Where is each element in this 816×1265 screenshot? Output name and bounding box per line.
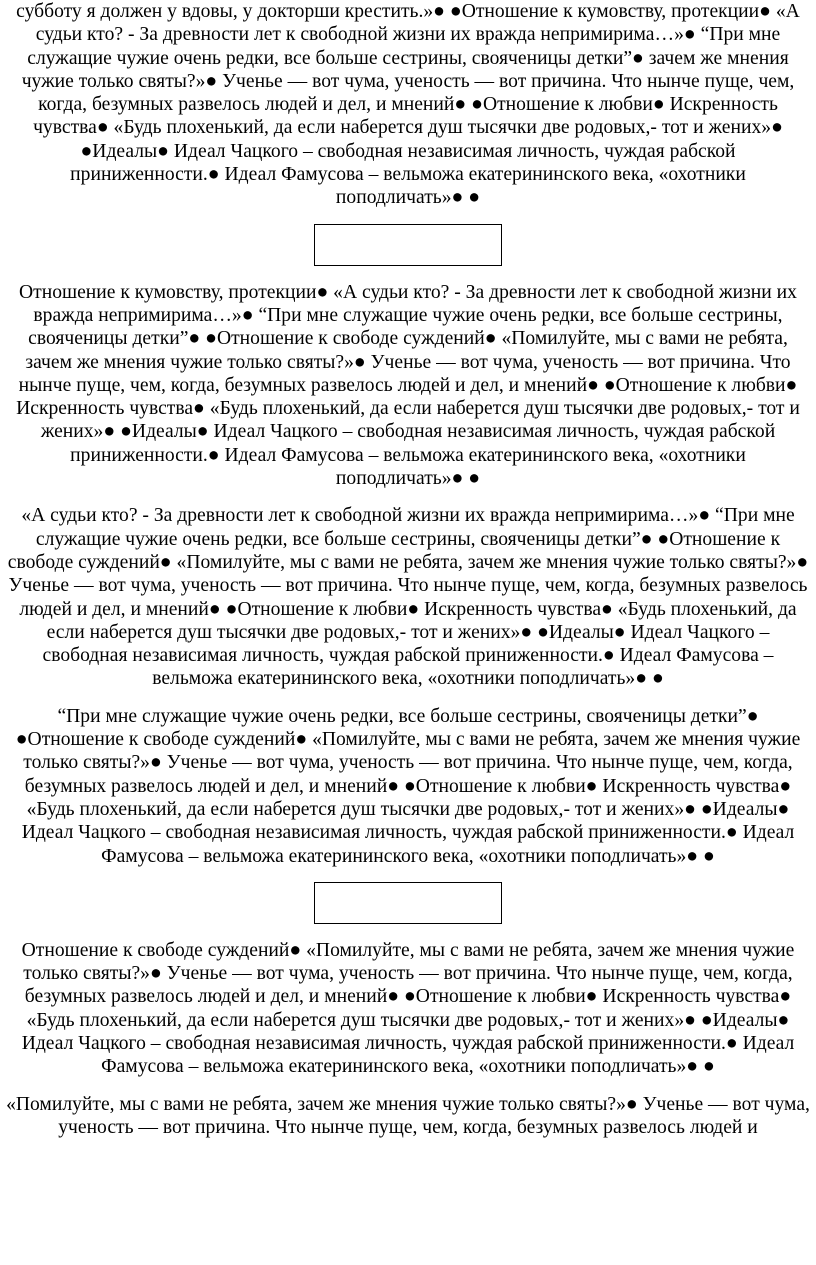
paragraph-spacer: [0, 490, 816, 504]
text-paragraph-5: Отношение к свободе суждений● «Помилуйте, мы с вами не ребята, зачем же мнения чужие только святы?»● Ученье — вот чума, ученость — вот причина. Что нынче пуще, чем, когда, безумных развелось людей и дел, и мнений● ●Отношение к любви● Искренность чувства● «Будь плохенький, да если наберется душ тысячки две родовых,- тот и жених»● ●Идеалы● Идеал Чацкого – свободная независимая личность, чуждая рабской приниженности.● Идеал Фамусова – вельможа екатерининского века, «охотники поподличать»● ●: [21, 939, 795, 1078]
text-paragraph-3: «А судьи кто? - За древности лет к свободной жизни их вражда непримирима…»● “При мне служащие чужие очень редки, все больше сестрины, свояченицы детки”● ●Отношение к свободе суждений● «Помилуйте, мы с вами не ребята, зачем же мнения чужие только святы?»● Ученье — вот чума, ученость — вот причина. Что нынче пуще, чем, когда, безумных развелось людей и дел, и мнений● ●Отношение к любви● Искренность чувства● «Будь плохенький, да если наберется душ тысячки две родовых,- тот и жених»● ●Идеалы● Идеал Чацкого – свободная независимая личность, чуждая рабской приниженности.● Идеал Фамусова – вельможа екатерининского века, «охотники поподличать»● ●: [7, 505, 809, 690]
image-placeholder-1: [314, 224, 502, 266]
text-paragraph-1: субботу я должен у вдовы, у докторши крестить.»● ●Отношение к кумовству, протекции● «А судьи кто? - За древности лет к свободной жизни их вражда непримирима…»● “При мне служащие чужие очень редки, все больше сестрины, свояченицы детки”● зачем же мнения чужие только святы?»● Ученье — вот чума, ученость — вот причина. Что нынче пуще, чем, когда, безумных развелось людей и дел, и мнений● ●Отношение к любви● Искренность чувства● «Будь плохенький, да если наберется душ тысячки две родовых,- тот и жених»● ●Идеалы● Идеал Чацкого – свободная независимая личность, чуждая рабской приниженности.● Идеал Фамусова – вельможа екатерининского века, «охотники поподличать»● ●: [16, 1, 800, 209]
text-paragraph-6: «Помилуйте, мы с вами не ребята, зачем же мнения чужие только святы?»● Ученье — вот чума, ученость — вот причина. Что нынче пуще, чем, когда, безумных развелось людей и: [6, 1093, 810, 1138]
text-paragraph-4: “При мне служащие чужие очень редки, все больше сестрины, свояченицы детки”● ●Отношение к свободе суждений● «Помилуйте, мы с вами не ребята, зачем же мнения чужие только святы?»● Ученье — вот чума, ученость — вот причина. Что нынче пуще, чем, когда, безумных развелось людей и дел, и мнений● ●Отношение к любви● Искренность чувства● «Будь плохенький, да если наберется душ тысячки две родовых,- тот и жених»● ●Идеалы● Идеал Чацкого – свободная независимая личность, чуждая рабской приниженности.● Идеал Фамусова – вельможа екатерининского века, «охотники поподличать»● ●: [15, 705, 801, 867]
text-paragraph-2: Отношение к кумовству, протекции● «А судьи кто? - За древности лет к свободной жизни их вражда непримирима…»● “При мне служащие чужие очень редки, все больше сестрины, свояченицы детки”● ●Отношение к свободе суждений● «Помилуйте, мы с вами не ребята, зачем же мнения чужие только святы?»● Ученье — вот чума, ученость — вот причина. Что нынче пуще, чем, когда, безумных развелось людей и дел, и мнений● ●Отношение к любви● Искренность чувства● «Будь плохенький, да если наберется душ тысячки две родовых,- тот и жених»● ●Идеалы● Идеал Чацкого – свободная независимая личность, чуждая рабской приниженности.● Идеал Фамусова – вельможа екатерининского века, «охотники поподличать»● ●: [16, 281, 800, 490]
paragraph-spacer: [0, 691, 816, 705]
paragraph-spacer: [0, 1079, 816, 1093]
image-placeholder-2: [314, 882, 502, 924]
